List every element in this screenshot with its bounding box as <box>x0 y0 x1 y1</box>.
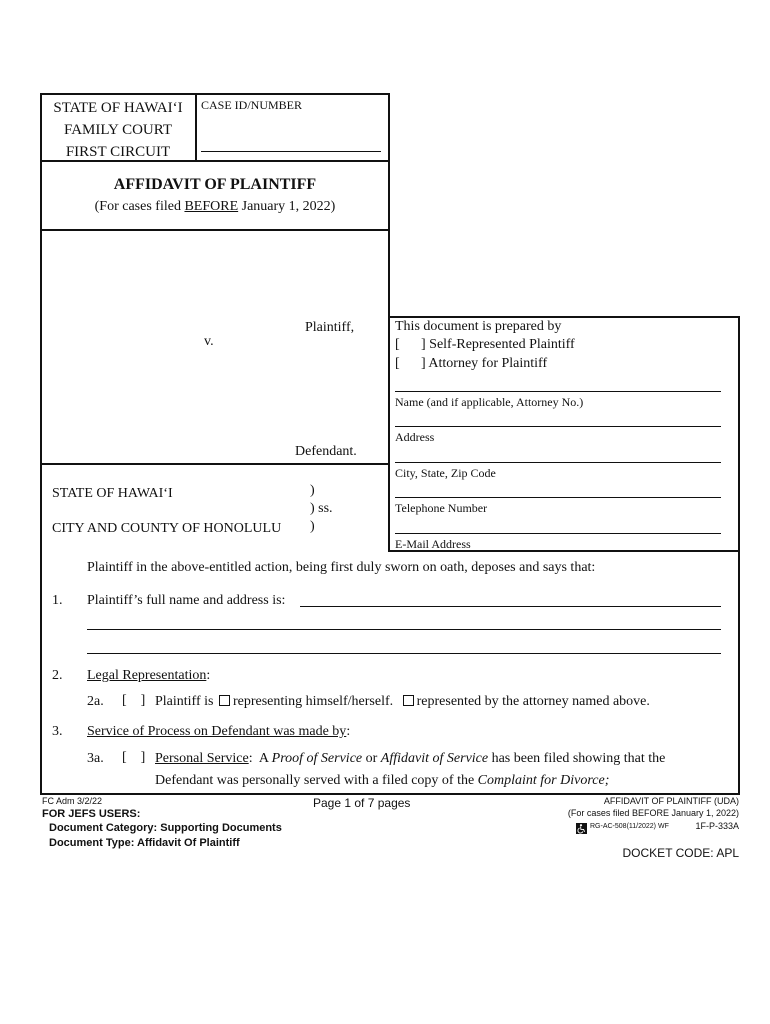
email-field-label: E-Mail Address <box>395 537 471 551</box>
item-2a-line <box>155 694 650 710</box>
text-fragment: : A <box>248 751 272 766</box>
court-name: FAMILY COURT <box>63 122 173 138</box>
option-attorney-label: ] Attorney for Plaintiff <box>421 356 548 371</box>
telephone-field-label: Telephone Number <box>395 501 488 515</box>
item-3a-line-2 <box>155 773 609 789</box>
city-field[interactable] <box>395 462 721 463</box>
court-state: STATE OF HAWAI‘I <box>53 100 183 116</box>
full-name-address-field[interactable] <box>300 606 721 607</box>
name-field[interactable] <box>395 391 721 392</box>
item-2-heading <box>87 668 210 684</box>
parties-right-border <box>388 231 390 318</box>
defendant-label: Defendant. <box>295 444 357 459</box>
text-fragment: Defendant was personally served with a filed copy of the <box>155 773 478 788</box>
court-divider-vertical <box>195 93 197 161</box>
personal-service-title: Personal Service <box>155 751 249 766</box>
name-field-label: Name (and if applicable, Attorney No.) <box>395 395 584 409</box>
document-category: Document Category: Supporting Documents <box>49 822 282 834</box>
bracket-close: ] <box>140 693 146 708</box>
item-3a-number: 3a. <box>87 751 104 766</box>
address-field-label: Address <box>395 430 435 444</box>
address-field[interactable] <box>395 426 721 427</box>
court-divider-horizontal <box>40 160 390 162</box>
court-circuit: FIRST CIRCUIT <box>65 144 171 160</box>
option-attorney[interactable] <box>395 356 547 372</box>
venue-paren-3: ) <box>310 519 315 534</box>
attorney-represented-checkbox[interactable] <box>403 695 414 706</box>
document-type: Document Type: Affidavit Of Plaintiff <box>49 837 240 849</box>
item-2a-number: 2a. <box>87 694 104 709</box>
item-2a-text: Plaintiff is <box>155 694 214 709</box>
versus-label: v. <box>204 334 214 349</box>
item-2-title: Legal Representation <box>87 668 207 683</box>
text-fragment: or <box>362 751 381 766</box>
wheelchair-icon <box>576 821 587 832</box>
footer-form-title: AFFIDAVIT OF PLAINTIFF (UDA) <box>603 796 739 806</box>
bracket-close: ] <box>140 750 146 765</box>
bracket-open: [ <box>122 750 127 765</box>
affidavit-of-service-term: Affidavit of Service <box>380 751 489 766</box>
self-representing-checkbox[interactable] <box>219 695 230 706</box>
body-right-border <box>738 552 740 795</box>
item-3a-line-1 <box>155 751 665 767</box>
case-id-label: CASE ID/NUMBER <box>201 98 303 112</box>
item-3a-checkbox[interactable] <box>122 750 145 766</box>
attorney-represented-label: represented by the attorney named above. <box>416 694 650 709</box>
item-1-number: 1. <box>52 593 63 608</box>
address-line-3[interactable] <box>87 653 721 654</box>
bracket-open: [ <box>122 693 127 708</box>
option-self-represented[interactable] <box>395 337 575 353</box>
item-2-colon: : <box>206 668 211 683</box>
document-title: AFFIDAVIT OF PLAINTIFF <box>113 176 317 193</box>
item-2-number: 2. <box>52 668 63 683</box>
jefs-heading: FOR JEFS USERS: <box>42 808 141 820</box>
page-number: Page 1 of 7 pages <box>313 796 411 810</box>
text-fragment: has been filed showing that the <box>488 751 666 766</box>
venue-county: CITY AND COUNTY OF HONOLULU <box>52 521 282 536</box>
subtitle-emphasis: BEFORE <box>184 199 239 214</box>
docket-code: DOCKET CODE: APL <box>622 846 739 860</box>
option-self-represented-label: ] Self-Represented Plaintiff <box>421 337 575 352</box>
city-field-label: City, State, Zip Code <box>395 466 496 480</box>
venue-paren-ss: ) ss. <box>310 501 333 516</box>
body-bottom-border <box>40 793 740 795</box>
item-3-number: 3. <box>52 724 63 739</box>
plaintiff-label: Plaintiff, <box>305 320 355 335</box>
item-3-title: Service of Process on Defendant was made by <box>87 724 347 739</box>
footer-form-subtitle: (For cases filed BEFORE January 1, 2022) <box>567 808 739 818</box>
address-line-2[interactable] <box>87 629 721 630</box>
form-date: FC Adm 3/2/22 <box>42 796 103 806</box>
parties-left-border <box>40 231 42 795</box>
email-field[interactable] <box>395 533 721 534</box>
self-representing-label: representing himself/herself. <box>232 694 394 709</box>
rg-code: RG-AC-508(11/2022) WF <box>590 823 669 830</box>
proof-of-service-term: Proof of Service <box>271 751 363 766</box>
intro-statement: Plaintiff in the above-entitled action, being first duly sworn on oath, deposes and says that: <box>87 560 596 575</box>
telephone-field[interactable] <box>395 497 721 498</box>
item-3-colon: : <box>346 724 351 739</box>
subtitle-suffix: January 1, 2022) <box>238 199 336 214</box>
venue-paren-1: ) <box>310 483 315 498</box>
prepared-by-heading: This document is prepared by <box>395 319 562 334</box>
venue-top-border <box>40 463 390 465</box>
item-2a-checkbox[interactable] <box>122 693 145 709</box>
form-number: 1F-P-333A <box>695 821 739 831</box>
case-id-field[interactable] <box>201 151 381 152</box>
venue-state: STATE OF HAWAI‘I <box>52 486 173 501</box>
bracket-open: [ <box>395 356 400 371</box>
subtitle-prefix: (For cases filed <box>94 199 185 214</box>
item-3-heading <box>87 724 350 740</box>
complaint-for-divorce-term: Complaint for Divorce; <box>477 773 610 788</box>
bracket-open: [ <box>395 337 400 352</box>
item-1-text: Plaintiff’s full name and address is: <box>87 593 286 608</box>
document-subtitle <box>40 199 390 215</box>
